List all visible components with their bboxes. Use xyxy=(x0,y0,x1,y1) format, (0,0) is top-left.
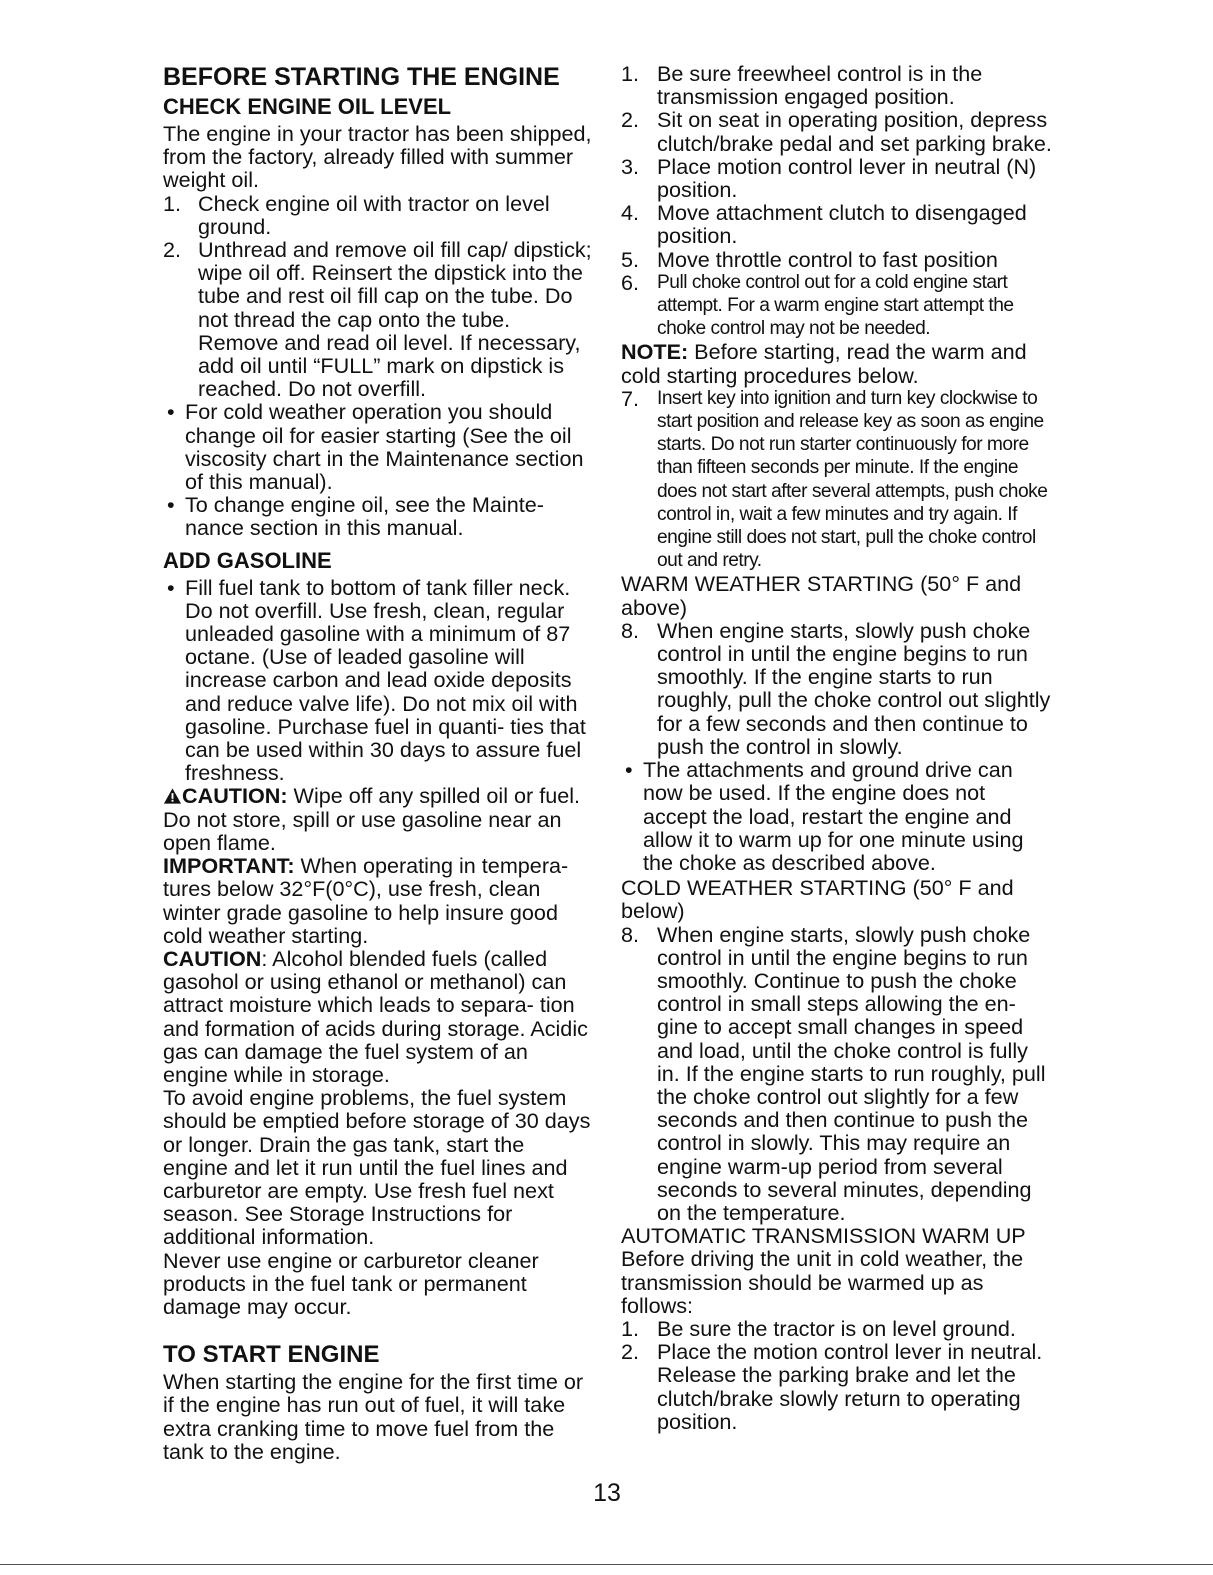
start-step-2 xyxy=(621,108,1053,154)
bullet-text: To change engine oil, see the Mainte- nance section in this manual. xyxy=(185,492,544,541)
step-number: 4. xyxy=(621,200,640,226)
page-number: 13 xyxy=(593,1479,621,1507)
oil-step-2 xyxy=(163,238,593,400)
start-intro-paragraph: When starting the engine for the first time or if the engine has run out of fuel, it will take extra cranking time to move fuel from the tank to the engine. xyxy=(163,1369,584,1464)
step-number: 3. xyxy=(621,153,640,179)
note-label: NOTE: xyxy=(621,339,689,365)
step-text: Move attachment clutch to disengaged position. xyxy=(657,200,1027,249)
note-paragraph xyxy=(621,340,1053,386)
step-number: 2. xyxy=(621,1339,640,1365)
right-column xyxy=(621,62,1053,1433)
step-text: Sit on seat in operating position, depress clutch/brake pedal and set parking brake. xyxy=(657,107,1052,156)
heading-warm-weather: WARM WEATHER STARTING (50° F and above) xyxy=(621,571,1022,620)
step-number: 1. xyxy=(163,190,182,216)
step-number: 2. xyxy=(163,237,182,263)
auto-step-1 xyxy=(621,1317,1053,1340)
heading-add-gasoline: ADD GASOLINE xyxy=(163,547,332,573)
step-text: Move throttle control to fast position xyxy=(657,246,998,272)
step-text: When engine starts, slowly push choke control in until the engine begins to run smoothly. If the engine starts to run roughly, pull the choke control out slightly for a few seconds and then continue to push the control in slowly. xyxy=(657,617,1051,759)
important-label: IMPORTANT: xyxy=(163,853,295,879)
step-number: 1. xyxy=(621,61,640,86)
heading-automatic-transmission: AUTOMATIC TRANSMISSION WARM UP xyxy=(621,1223,1026,1249)
caution-label: CAUTION xyxy=(163,945,262,971)
warm-bullet xyxy=(621,758,1053,874)
heading-to-start-engine: TO START ENGINE xyxy=(163,1341,380,1369)
caution-text: Wipe off any spilled oil or fuel. Do not store, spill or use gasoline near an open flame. xyxy=(163,783,581,855)
step-text: Check engine oil with tractor on level ground. xyxy=(198,190,550,239)
step-text: Place motion control lever in neutral (N) position. xyxy=(657,153,1037,203)
step-text: Insert key into ignition and turn key clockwise to start position and release key as soon as engine starts. Do not run starter continuously for more than fifteen seconds per minute. If the engine does not start after several attempts, push choke control in, wait a few minutes and try again. If engine still does not start, pull the choke control out and retry. xyxy=(657,387,1048,572)
never-use-paragraph: Never use engine or carburetor cleaner products in the fuel tank or permanent damage may occur. xyxy=(163,1247,539,1319)
bullet-text: For cold weather operation you should change oil for easier starting (See the oil viscosity chart in the Maintenance section of this manual). xyxy=(185,399,584,495)
heading-cold-weather: COLD WEATHER STARTING (50° F and below) xyxy=(621,875,1014,924)
oil-intro-paragraph: The engine in your tractor has been shipped, from the factory, already filled with summer weight oil. xyxy=(163,121,592,193)
section-title-before-starting: BEFORE STARTING THE ENGINE xyxy=(163,63,560,91)
step-number: 8. xyxy=(621,921,640,947)
bullet-icon: • xyxy=(167,492,175,518)
step-number: 2. xyxy=(621,107,640,133)
avoid-problems-paragraph: To avoid engine problems, the fuel system should be emptied before storage of 30 days or longer. Drain the gas tank, start the engine and let it run until the fuel lines and carburetor are empty. Use fresh fuel next season. See Storage Instructions for additional information. xyxy=(163,1085,591,1250)
step-text: Unthread and remove oil fill cap/ dipstick; wipe oil off. Reinsert the dipstick into the tube and rest oil fill cap on the tube. Do not thread the cap onto the tube. Remove and read oil level. If necessary, add oil until “FULL” mark on dipstick is reached. Do not overfill. xyxy=(198,237,592,402)
caution-text: : Alcohol blended fuels (called gasohol or using ethanol or methanol) can attract moisture which leads to separa- tion and formation of acids during storage. Acidic gas can damage the fuel system of an engine while in storage. xyxy=(163,945,588,1087)
gasoline-bullet xyxy=(163,576,593,785)
warm-step-8 xyxy=(621,619,1053,758)
start-step-5 xyxy=(621,248,1053,271)
warning-triangle-icon xyxy=(163,787,182,805)
step-text: Be sure the tractor is on level ground. xyxy=(657,1315,1016,1341)
caution-paragraph-2 xyxy=(163,947,593,1086)
bullet-text: The attachments and ground drive can now be used. If the engine does not accept the load, restart the engine and allow it to warm up for one minute using the choke as described above. xyxy=(643,757,1024,875)
important-text: When operating in tempera- tures below 32°F(0°C), use fresh, clean winter grade gasoline to help insure good cold weather starting. xyxy=(163,853,569,948)
start-step-1 xyxy=(621,62,1053,108)
caution-paragraph-1 xyxy=(163,784,593,854)
step-number: 5. xyxy=(621,246,640,272)
step-number: 1. xyxy=(621,1315,640,1341)
oil-bullet-1 xyxy=(163,400,593,493)
step-number: 8. xyxy=(621,617,640,643)
start-step-6 xyxy=(621,271,1053,341)
start-step-4 xyxy=(621,201,1053,247)
caution-label: CAUTION: xyxy=(182,783,288,809)
cold-step-8 xyxy=(621,923,1053,1225)
step-text: Pull choke control out for a cold engine start attempt. For a warm engine start attempt the choke control may not be needed. xyxy=(657,271,1014,340)
auto-intro-paragraph: Before driving the unit in cold weather, the transmission should be warmed up as follows: xyxy=(621,1246,1024,1318)
oil-bullet-2 xyxy=(163,493,593,539)
start-step-3 xyxy=(621,155,1053,201)
step-number: 7. xyxy=(621,385,640,411)
step-text: Place the motion control lever in neutral. Release the parking brake and let the clutch/brake slowly return to operating position. xyxy=(657,1339,1043,1434)
step-text: Be sure freewheel control is in the transmission engaged position. xyxy=(657,61,983,110)
note-text: Before starting, read the warm and cold starting procedures below. xyxy=(621,339,1027,388)
important-paragraph xyxy=(163,854,593,947)
heading-check-oil: CHECK ENGINE OIL LEVEL xyxy=(163,94,452,119)
left-column xyxy=(163,62,593,1463)
bullet-icon: • xyxy=(167,574,175,600)
auto-step-2 xyxy=(621,1340,1053,1433)
bullet-icon: • xyxy=(167,399,175,425)
start-step-7 xyxy=(621,387,1053,573)
bullet-icon: • xyxy=(625,757,633,783)
step-number: 6. xyxy=(621,269,640,295)
step-text: When engine starts, slowly push choke control in until the engine begins to run smoothly. Continue to push the choke control in small steps allowing the en- gine to accept small changes in speed and load, until the choke control is fully in. If the engine starts to run roughly, pull the choke control out slightly for a few seconds and then continue to push the control in slowly. This may require an engine warm-up period from several seconds to several minutes, depending on the temperature. xyxy=(657,921,1046,1225)
bottom-rule xyxy=(0,1564,1213,1565)
oil-step-1 xyxy=(163,192,593,238)
bullet-text: Fill fuel tank to bottom of tank filler neck. Do not overfill. Use fresh, clean, regular unleaded gasoline with a minimum of 87 octane. (Use of leaded gasoline will increase carbon and lead oxide deposits and reduce valve life). Do not mix oil with gasoline. Purchase fuel in quanti- ties that can be used within 30 days to assure fuel freshness. xyxy=(185,574,586,786)
